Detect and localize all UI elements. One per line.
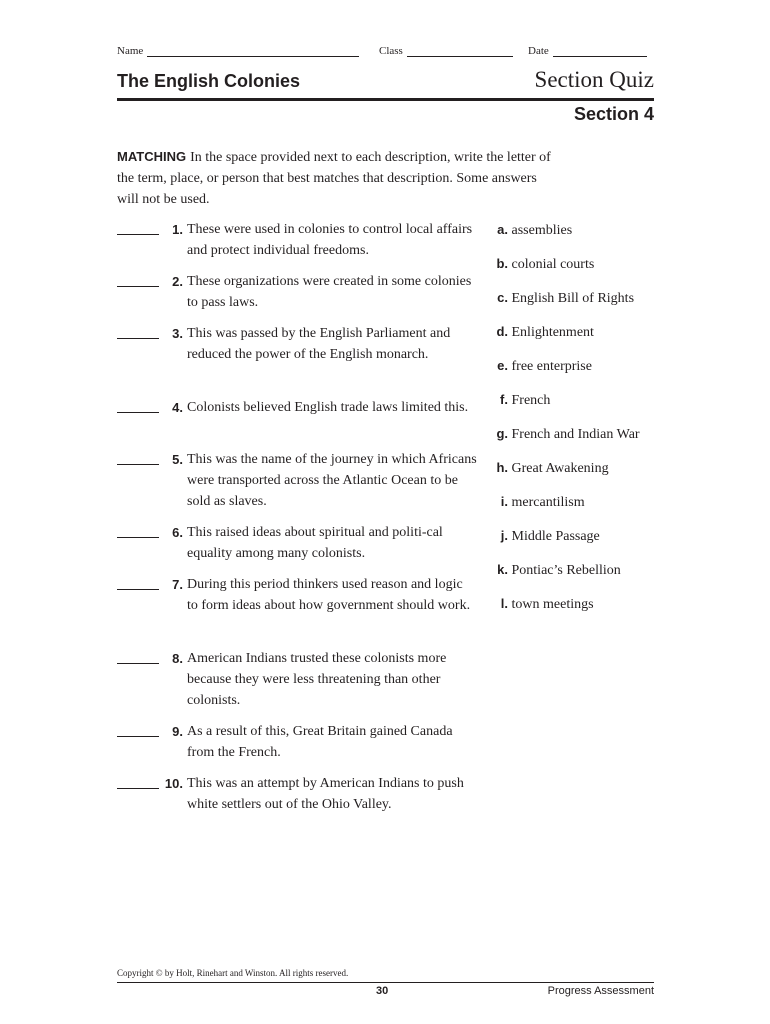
answer-blank[interactable] — [117, 286, 159, 287]
question-number: 4. — [172, 400, 183, 415]
answer-letter: f. — [500, 392, 508, 407]
question-text: American Indians trusted these colonists more because they were less threatening than other colonists. — [187, 651, 447, 708]
page-title: The English Colonies — [117, 71, 301, 91]
answer-text: French and Indian War — [511, 427, 640, 442]
answer-choice — [486, 287, 634, 309]
question-item — [117, 219, 477, 261]
question-text: During this period thinkers used reason and logic to form ideas about how government should work. — [187, 577, 471, 613]
answer-text: mercantilism — [511, 495, 585, 510]
name-label: Name — [117, 45, 144, 57]
answer-text: assemblies — [511, 223, 573, 238]
question-number: 6. — [172, 525, 183, 540]
instructions — [117, 146, 557, 210]
footer-label: Progress Assessment — [547, 985, 654, 997]
answer-text: free enterprise — [511, 359, 592, 374]
date-label: Date — [528, 45, 549, 57]
answer-choice — [486, 525, 600, 547]
answer-blank[interactable] — [117, 338, 159, 339]
answer-blank[interactable] — [117, 663, 159, 664]
question-number: 8. — [172, 651, 183, 666]
header-rule — [117, 98, 654, 101]
answer-text: colonial courts — [511, 257, 595, 272]
name-line[interactable] — [147, 45, 359, 57]
answer-letter: k. — [497, 562, 508, 577]
instructions-keyword: MATCHING — [117, 149, 187, 164]
answer-choice — [486, 219, 572, 241]
class-line[interactable] — [407, 45, 513, 57]
answer-letter: c. — [497, 290, 508, 305]
question-number: 9. — [172, 724, 183, 739]
answer-text: Enlightenment — [511, 325, 594, 340]
question-item — [117, 522, 477, 564]
answer-choice — [486, 559, 621, 581]
page-number: 30 — [376, 985, 389, 997]
answer-choice — [486, 423, 640, 445]
answer-letter: i. — [500, 494, 508, 509]
footer-rule — [117, 982, 654, 983]
answer-text: French — [511, 393, 551, 408]
date-line[interactable] — [553, 45, 647, 57]
answer-blank[interactable] — [117, 537, 159, 538]
quiz-label: Section Quiz — [534, 67, 654, 92]
question-item — [117, 271, 477, 313]
question-text: As a result of this, Great Britain gained Canada from the French. — [187, 724, 453, 760]
question-item — [117, 574, 477, 616]
section-number: Section 4 — [573, 104, 654, 124]
answer-choice — [486, 491, 585, 513]
question-number: 7. — [172, 577, 183, 592]
question-text: This was the name of the journey in which Africans were transported across the Atlantic Ocean to be sold as slaves. — [187, 452, 477, 509]
answer-choice — [486, 253, 594, 275]
question-number: 3. — [172, 326, 183, 341]
answer-text: English Bill of Rights — [511, 291, 635, 306]
answer-choice — [486, 457, 609, 479]
question-number: 10. — [164, 776, 183, 791]
question-item — [117, 397, 477, 418]
answer-letter: g. — [496, 426, 508, 441]
question-text: This was an attempt by American Indians to push white settlers out of the Ohio Valley. — [187, 776, 464, 812]
question-text: These organizations were created in some colonies to pass laws. — [187, 274, 472, 310]
answer-text: town meetings — [511, 597, 594, 612]
answer-blank[interactable] — [117, 234, 159, 235]
answer-blank[interactable] — [117, 736, 159, 737]
answer-choice — [486, 355, 592, 377]
answer-letter: j. — [500, 528, 508, 543]
answer-choice — [486, 321, 594, 343]
answer-choice — [486, 389, 550, 411]
answer-choice — [486, 593, 594, 615]
question-item — [117, 648, 477, 711]
question-text: These were used in colonies to control local affairs and protect individual freedoms. — [187, 222, 473, 258]
answer-blank[interactable] — [117, 788, 159, 789]
question-text: Colonists believed English trade laws limited this. — [187, 400, 469, 415]
question-item — [117, 323, 477, 365]
answer-letter: a. — [497, 222, 508, 237]
answer-text: Middle Passage — [511, 529, 600, 544]
question-item — [117, 721, 477, 763]
question-item — [117, 773, 477, 815]
answer-letter: l. — [500, 596, 508, 611]
answer-letter: e. — [497, 358, 508, 373]
answer-blank[interactable] — [117, 589, 159, 590]
name-field — [117, 45, 359, 57]
question-number: 5. — [172, 452, 183, 467]
question-text: This was passed by the English Parliament and reduced the power of the English monarch. — [187, 326, 451, 362]
answer-text: Great Awakening — [511, 461, 609, 476]
answer-blank[interactable] — [117, 412, 159, 413]
answer-letter: h. — [496, 460, 508, 475]
question-item — [117, 449, 477, 512]
date-field — [528, 45, 647, 57]
instructions-text: In the space provided next to each description, write the letter of the term, place, or person that best matches that description. Some answers will not be used. — [117, 150, 551, 207]
question-text: This raised ideas about spiritual and politi-cal equality among many colonists. — [187, 525, 443, 561]
answer-letter: b. — [496, 256, 508, 271]
class-field — [379, 45, 513, 57]
question-number: 2. — [172, 274, 183, 289]
answer-blank[interactable] — [117, 464, 159, 465]
answer-letter: d. — [496, 324, 508, 339]
copyright-notice: Copyright © by Holt, Rinehart and Winston. All rights reserved. — [117, 968, 349, 978]
question-number: 1. — [172, 222, 183, 237]
class-label: Class — [379, 45, 403, 57]
answer-text: Pontiac’s Rebellion — [511, 563, 621, 578]
